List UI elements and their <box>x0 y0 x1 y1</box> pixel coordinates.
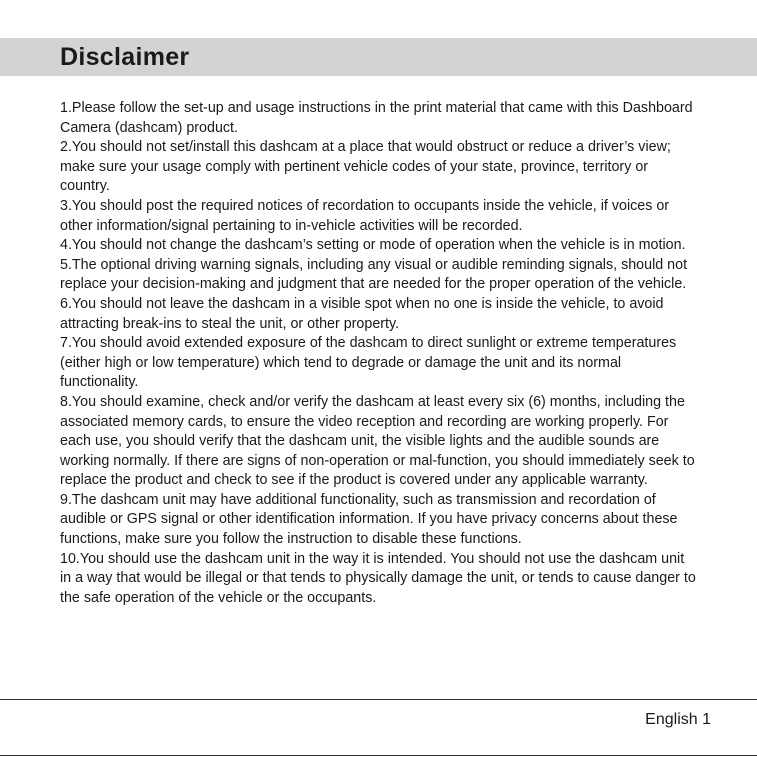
clause-10: 10.You should use the dashcam unit in the way it is intended. You should not use the dashcam unit in a way that would be illegal or that tends to physically damage the unit, or tends to cause danger to the safe operation of the vehicle or the occupants. <box>60 550 696 606</box>
clause-7: 7.You should avoid extended exposure of the dashcam to direct sunlight or extreme temperatures (either high or low temperature) which tend to degrade or damage the unit and its normal functionality. <box>60 335 677 391</box>
clause-3: 3.You should post the required notices of recordation to occupants inside the vehicle, if voices or other information/signal pertaining to in-vehicle activities will be recorded. <box>60 197 670 234</box>
page-footer-label: English 1 <box>645 711 711 728</box>
disclaimer-clauses <box>60 99 696 608</box>
footer-divider <box>0 699 757 700</box>
clause-5: 5.The optional driving warning signals, including any visual or audible reminding signals, should not replace your decision-making and judgment that are needed for the proper operation of the vehicle. <box>60 256 688 293</box>
page-title: Disclaimer <box>60 43 190 71</box>
clause-1: 1.Please follow the set-up and usage instructions in the print material that came with this Dashboard Camera (dashcam) product. <box>60 100 693 136</box>
clause-2: 2.You should not set/install this dashcam at a place that would obstruct or reduce a driver’s view; make sure your usage comply with pertinent vehicle codes of your state, province, territory or country. <box>60 139 671 195</box>
clause-9: 9.The dashcam unit may have additional functionality, such as transmission and recordation of audible or GPS signal or other identification information. If you have privacy concerns about these functions, make sure you follow the instruction to disable these functions. <box>60 491 678 548</box>
clause-4: 4.You should not change the dashcam’s setting or mode of operation when the vehicle is in motion. <box>60 237 686 254</box>
clause-8: 8.You should examine, check and/or verify the dashcam at least every six (6) months, including the associated memory cards, to ensure the video reception and recording are working properly. For each use, you should verify that the dashcam unit, the visible lights and the audible sounds are working normally. If there are signs of non-operation or mal-function, you should immediately seek to replace the product and check to see if the product is covered under any applicable warranty. <box>60 393 695 489</box>
clause-6: 6.You should not leave the dashcam in a visible spot when no one is inside the vehicle, to avoid attracting break-ins to steal the unit, or other property. <box>60 295 664 332</box>
bottom-divider <box>0 755 757 756</box>
